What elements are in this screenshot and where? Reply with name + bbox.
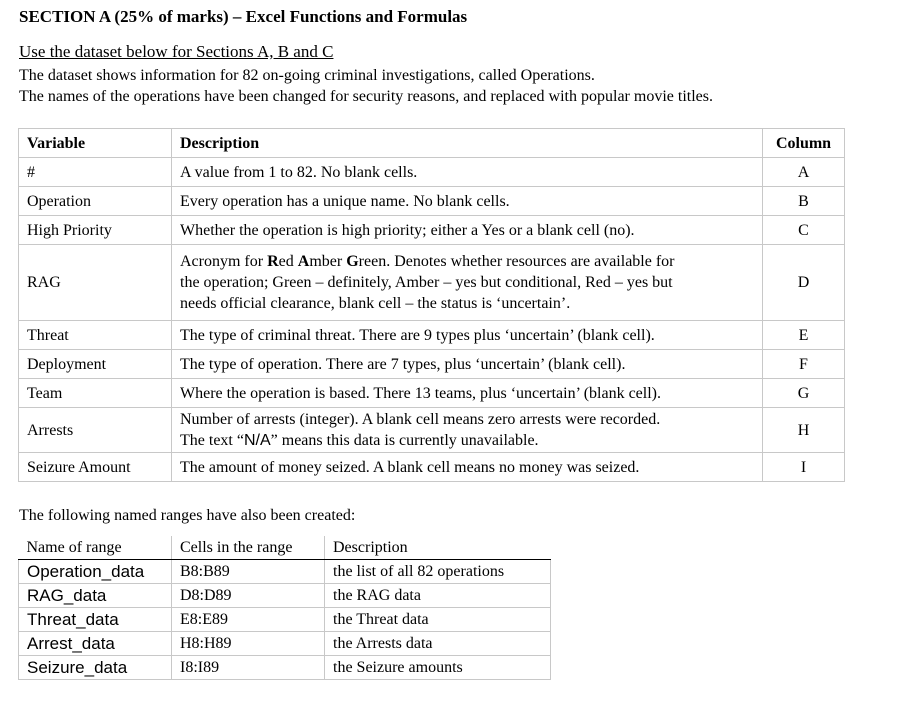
intro-line-1: The dataset shows information for 82 on-going criminal investigations, called Operations. bbox=[19, 67, 595, 84]
table-row bbox=[19, 321, 845, 350]
variable-name: Deployment bbox=[19, 350, 172, 379]
variable-description: The amount of money seized. A blank cell means no money was seized. bbox=[172, 453, 763, 482]
range-name: Seizure_data bbox=[19, 656, 172, 680]
range-name: Arrest_data bbox=[19, 632, 172, 656]
variable-column: I bbox=[763, 453, 845, 482]
variable-description: A value from 1 to 82. No blank cells. bbox=[172, 158, 763, 187]
variable-name: High Priority bbox=[19, 216, 172, 245]
section-title: SECTION A (25% of marks) – Excel Functions and Formulas bbox=[19, 7, 468, 26]
table-row bbox=[19, 408, 845, 453]
variable-name: # bbox=[19, 158, 172, 187]
range-description: the Threat data bbox=[325, 608, 551, 632]
rag-description-line-2: the operation; Green – definitely, Amber – yes but conditional, Red – yes but bbox=[180, 274, 673, 291]
arrests-description-line-2: The text “N/A” means this data is currently unavailable. bbox=[180, 432, 539, 449]
table-row bbox=[19, 245, 845, 321]
range-cells: I8:I89 bbox=[172, 656, 325, 680]
range-cells: H8:H89 bbox=[172, 632, 325, 656]
variable-column: C bbox=[763, 216, 845, 245]
rag-description-line-3: needs official clearance, blank cell – the status is ‘uncertain’. bbox=[180, 295, 571, 312]
table-row bbox=[19, 216, 845, 245]
table-row bbox=[19, 632, 551, 656]
variable-name: Team bbox=[19, 379, 172, 408]
variable-column: B bbox=[763, 187, 845, 216]
header-column: Column bbox=[763, 129, 845, 158]
variable-column: D bbox=[763, 245, 845, 321]
header-range-name: Name of range bbox=[19, 536, 172, 560]
variable-name: Threat bbox=[19, 321, 172, 350]
range-name: Threat_data bbox=[19, 608, 172, 632]
dataset-subheading: Use the dataset below for Sections A, B and C bbox=[19, 42, 334, 61]
arrests-description-line-1: Number of arrests (integer). A blank cell means zero arrests were recorded. bbox=[180, 411, 661, 428]
variable-name: Arrests bbox=[19, 408, 172, 453]
table-row bbox=[19, 453, 845, 482]
variable-name: RAG bbox=[19, 245, 172, 321]
variable-column: H bbox=[763, 408, 845, 453]
header-range-description: Description bbox=[325, 536, 551, 560]
variable-name: Seizure Amount bbox=[19, 453, 172, 482]
variable-description: Where the operation is based. There 13 teams, plus ‘uncertain’ (blank cell). bbox=[172, 379, 763, 408]
named-ranges-intro: The following named ranges have also been created: bbox=[19, 507, 356, 524]
variable-description: The type of criminal threat. There are 9 types plus ‘uncertain’ (blank cell). bbox=[172, 321, 763, 350]
variable-description bbox=[172, 245, 763, 321]
variable-column: E bbox=[763, 321, 845, 350]
table-row bbox=[19, 158, 845, 187]
header-variable: Variable bbox=[19, 129, 172, 158]
variable-column: G bbox=[763, 379, 845, 408]
table-row bbox=[19, 560, 551, 584]
header-description: Description bbox=[172, 129, 763, 158]
intro-line-2: The names of the operations have been changed for security reasons, and replaced with popular movie titles. bbox=[19, 88, 713, 105]
variables-table bbox=[18, 128, 845, 482]
header-range-cells: Cells in the range bbox=[172, 536, 325, 560]
ranges-header-row bbox=[19, 536, 551, 560]
range-description: the list of all 82 operations bbox=[325, 560, 551, 584]
variable-description: Every operation has a unique name. No blank cells. bbox=[172, 187, 763, 216]
range-name: RAG_data bbox=[19, 584, 172, 608]
variable-description: The type of operation. There are 7 types, plus ‘uncertain’ (blank cell). bbox=[172, 350, 763, 379]
range-description: the Seizure amounts bbox=[325, 656, 551, 680]
variable-column: F bbox=[763, 350, 845, 379]
range-description: the Arrests data bbox=[325, 632, 551, 656]
variable-name: Operation bbox=[19, 187, 172, 216]
table-header-row bbox=[19, 129, 845, 158]
table-row bbox=[19, 656, 551, 680]
range-cells: D8:D89 bbox=[172, 584, 325, 608]
range-cells: B8:B89 bbox=[172, 560, 325, 584]
range-description: the RAG data bbox=[325, 584, 551, 608]
range-cells: E8:E89 bbox=[172, 608, 325, 632]
table-row bbox=[19, 608, 551, 632]
table-row bbox=[19, 187, 845, 216]
table-row bbox=[19, 350, 845, 379]
table-row bbox=[19, 379, 845, 408]
variable-description: Whether the operation is high priority; either a Yes or a blank cell (no). bbox=[172, 216, 763, 245]
variable-column: A bbox=[763, 158, 845, 187]
rag-description-line-1: Acronym for Red Amber Green. Denotes whether resources are available for bbox=[180, 253, 675, 270]
table-row bbox=[19, 584, 551, 608]
range-name: Operation_data bbox=[19, 560, 172, 584]
named-ranges-table bbox=[18, 536, 551, 680]
variable-description bbox=[172, 408, 763, 453]
